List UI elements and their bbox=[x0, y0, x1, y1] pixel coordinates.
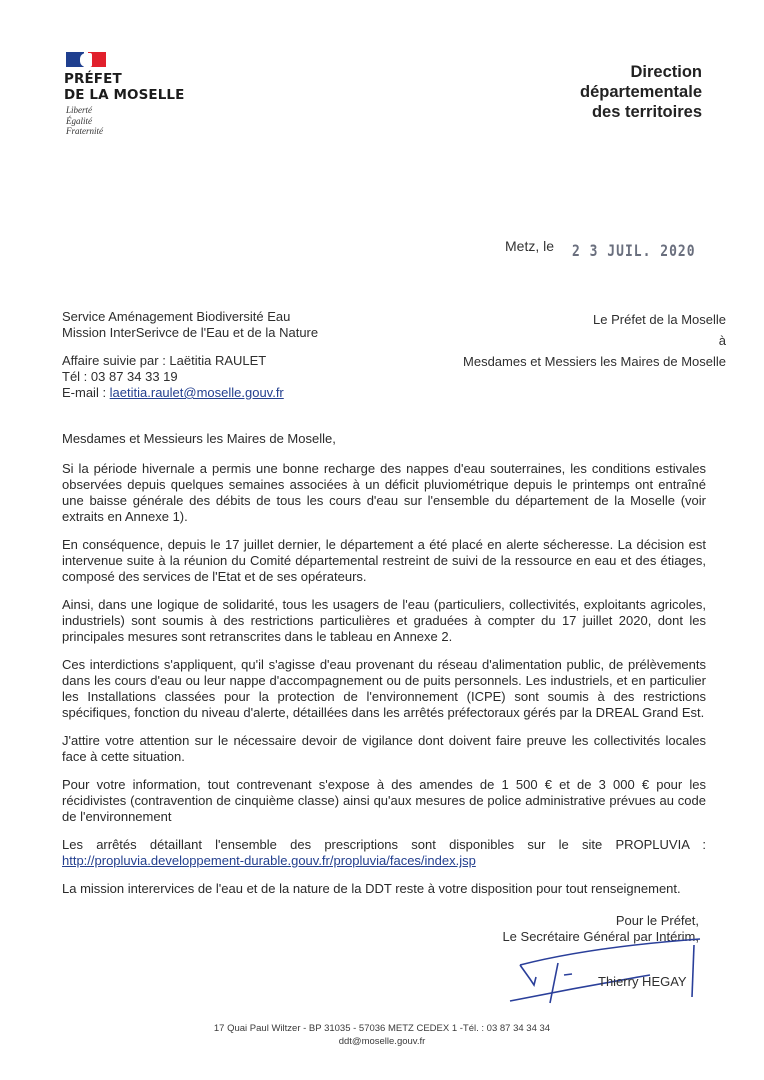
prefecture-title bbox=[64, 71, 184, 103]
paragraph-4: Ces interdictions s'appliquent, qu'il s'agisse d'eau provenant du réseau d'alimentation public, de prélèvements dans les cours d'eau ou leur nappe d'accompagnement ou de puits personnels. Les industriels, et en particulier les Installations classées pour la protection de l'environnement (ICPE) sont soumis à des restrictions spécifiques, fonction du niveau d'alerte, détaillées dans les arrêtés préfectoraux gérés par la DREAL Grand Est. bbox=[62, 657, 706, 720]
recipient-from: Le Préfet de la Moselle bbox=[593, 312, 726, 327]
footer-email: ddt@moselle.gouv.fr bbox=[338, 1036, 426, 1047]
recipient-block bbox=[463, 309, 726, 372]
motto-fraternite: Fraternité bbox=[66, 126, 103, 136]
sender-affaire: Affaire suivie par : Laëtitia RAULET bbox=[62, 353, 267, 368]
paragraph-6: Pour votre information, tout contrevenant s'expose à des amendes de 1 500 € et de 3 000 € pour les récidivistes (contravention de cinquième classe) ainsi qu'aux mesures de police administrative prévues au code de l'environnement bbox=[62, 777, 706, 824]
footer-address: 17 Quai Paul Wiltzer - BP 31035 - 57036 METZ CEDEX 1 -Tél. : 03 87 34 34 34 bbox=[213, 1023, 551, 1034]
letter-body bbox=[62, 431, 706, 909]
signature-stroke-top bbox=[520, 939, 700, 965]
sender-block bbox=[62, 309, 318, 401]
signature-stroke-right bbox=[692, 945, 694, 997]
paragraph-5: J'attire votre attention sur le nécessaire devoir de vigilance dont doivent faire preuve les collectivités locales face à cette situation. bbox=[62, 733, 706, 764]
signature-stroke-v bbox=[520, 965, 536, 985]
footer bbox=[0, 1022, 764, 1048]
propluvia-link[interactable]: http://propluvia.developpement-durable.gouv.fr/propluvia/faces/index.jsp bbox=[62, 853, 476, 868]
propluvia-paragraph bbox=[62, 837, 706, 869]
paragraph-3: Ainsi, dans une logique de solidarité, tous les usagers de l'eau (particuliers, collectivités, exploitants agricoles, industriels) sont soumis à des restrictions particulières et graduées à compter du 17 juillet 2020, dont les principales mesures sont retranscrites dans le tableau en Annexe 2. bbox=[62, 597, 706, 644]
signatory-name: Thierry HEGAY bbox=[598, 974, 687, 989]
sender-email-link[interactable]: laetitia.raulet@moselle.gouv.fr bbox=[109, 385, 284, 400]
salutation: Mesdames et Messieurs les Maires de Moselle, bbox=[62, 431, 336, 446]
signature-stroke-dash bbox=[564, 974, 572, 975]
closing-paragraph: La mission interervices de l'eau et de la nature de la DDT reste à votre disposition pour tout renseignement. bbox=[62, 881, 681, 896]
marianne-flag-logo-icon bbox=[66, 52, 106, 67]
marianne-profile-icon bbox=[80, 53, 92, 67]
signature-line1: Pour le Préfet, bbox=[615, 913, 699, 928]
paragraph-1: Si la période hivernale a permis une bonne recharge des nappes d'eau souterraines, les conditions estivales observées depuis quelques semaines associées à un déficit pluviométrique depuis le printemps ont entraîné une baisse générale des débits de tous les cours d'eau sur l'ensemble du département de la Moselle (voir extraits en Annexe 1). bbox=[62, 461, 706, 524]
republic-motto bbox=[66, 105, 103, 137]
date-prefix: Metz, le bbox=[505, 238, 555, 254]
date-stamp: 2 3 JUIL. 2020 bbox=[572, 242, 696, 261]
direction-line3: des territoires bbox=[591, 103, 702, 121]
prefecture-title-line1: PRÉFET bbox=[64, 71, 122, 87]
motto-liberte: Liberté bbox=[66, 105, 92, 115]
prefecture-title-line2: DE LA MOSELLE bbox=[64, 87, 185, 103]
recipient-to-word: à bbox=[718, 333, 726, 348]
paragraph-2: En conséquence, depuis le 17 juillet dernier, le département a été placé en alerte sécheresse. La décision est intervenue suite à la réunion du Comité départemental restreint de suivi de la ressource en eau et des étiages, composé des services de l'Etat et de ses opérateurs. bbox=[62, 537, 706, 584]
sender-email-label: E-mail : bbox=[62, 385, 110, 400]
sender-mission: Mission InterSerivce de l'Eau et de la Nature bbox=[62, 325, 319, 340]
sender-email-line bbox=[62, 385, 318, 401]
direction-line2: départementale bbox=[580, 83, 702, 101]
recipient-to: Mesdames et Messiers les Maires de Moselle bbox=[463, 354, 726, 369]
motto-egalite: Égalité bbox=[66, 115, 92, 126]
sender-service: Service Aménagement Biodiversité Eau bbox=[62, 309, 291, 324]
signature-line2: Le Secrétaire Général par Intérim, bbox=[502, 929, 699, 944]
direction-line1: Direction bbox=[630, 63, 702, 81]
issuing-direction bbox=[580, 62, 702, 122]
propluvia-text: Les arrêtés détaillant l'ensemble des prescriptions sont disponibles sur le site PROPLUVIA : bbox=[62, 837, 706, 852]
signature-stroke-slash bbox=[550, 963, 558, 1003]
sender-tel: Tél : 03 87 34 33 19 bbox=[62, 369, 178, 384]
